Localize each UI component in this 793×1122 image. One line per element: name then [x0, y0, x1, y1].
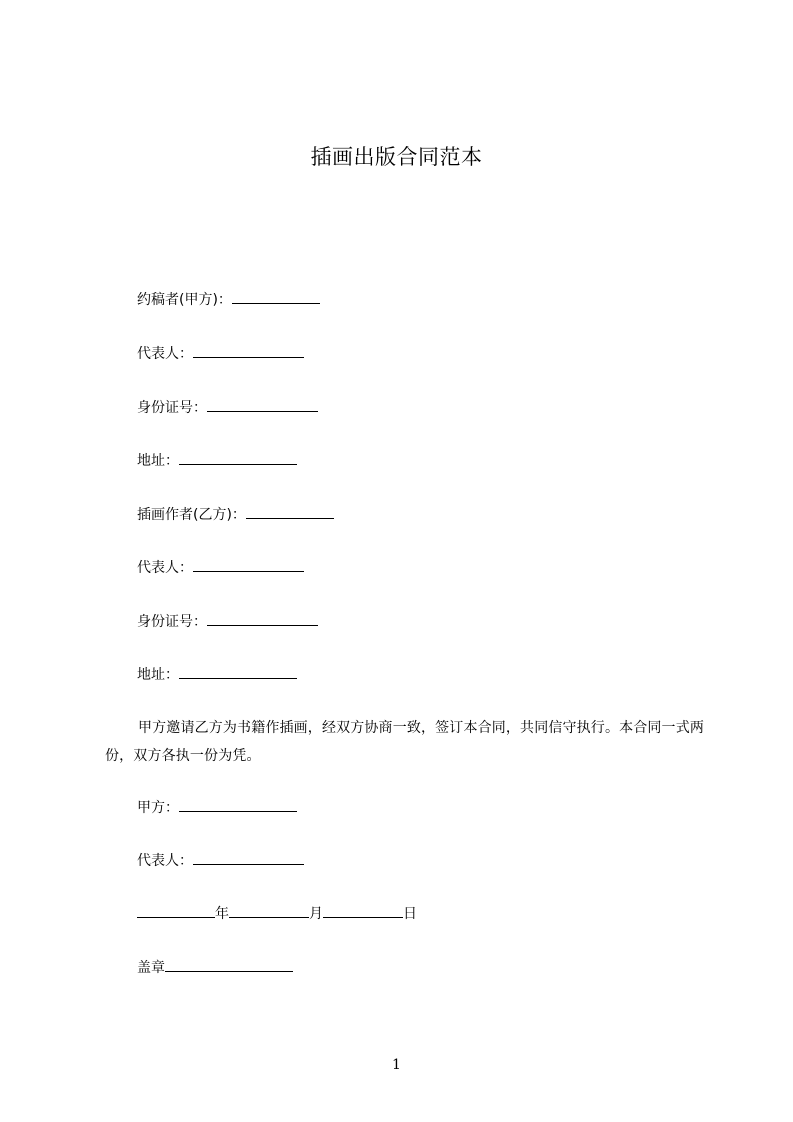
- party-a-representative-blank: [193, 344, 304, 358]
- sign-party-a-blank: [179, 798, 297, 812]
- party-a-address-field: [137, 451, 297, 471]
- party-a-address-label: 地址：: [137, 453, 179, 469]
- seal-blank: [165, 958, 293, 972]
- year-label: 年: [215, 906, 229, 922]
- document-title: 插画出版合同范本: [310, 145, 483, 169]
- party-b-representative-label: 代表人：: [137, 560, 193, 576]
- party-a-blank: [232, 290, 320, 304]
- party-a-representative-field: [137, 344, 304, 364]
- day-blank: [323, 904, 403, 918]
- sign-party-a-label: 甲方：: [137, 800, 179, 816]
- agreement-paragraph: 甲方邀请乙方为书籍作插画，经双方协商一致，签订本合同，共同信守执行。本合同一式两份，双方各执一份为凭。: [105, 720, 704, 764]
- party-a-field: [137, 290, 320, 310]
- month-label: 月: [309, 906, 323, 922]
- seal-field: [137, 958, 293, 978]
- party-a-id-label: 身份证号：: [137, 400, 207, 416]
- year-blank: [137, 904, 215, 918]
- party-a-id-field: [137, 398, 318, 418]
- party-b-address-field: [137, 665, 297, 685]
- party-b-representative-blank: [193, 558, 304, 572]
- sign-representative-field: [137, 851, 304, 871]
- seal-label: 盖章: [137, 960, 165, 976]
- party-a-address-blank: [179, 451, 297, 465]
- party-b-representative-field: [137, 558, 304, 578]
- sign-date-field: [137, 904, 417, 924]
- day-label: 日: [403, 906, 417, 922]
- party-b-id-blank: [207, 612, 318, 626]
- page-number: 1: [392, 1057, 401, 1073]
- month-blank: [229, 904, 309, 918]
- party-b-field: [137, 505, 334, 525]
- sign-party-a-field: [137, 798, 297, 818]
- sign-representative-label: 代表人：: [137, 853, 193, 869]
- party-a-id-blank: [207, 398, 318, 412]
- party-b-id-label: 身份证号：: [137, 614, 207, 630]
- party-b-address-label: 地址：: [137, 667, 179, 683]
- party-b-address-blank: [179, 665, 297, 679]
- party-b-blank: [246, 505, 334, 519]
- party-b-id-field: [137, 612, 318, 632]
- party-a-label: 约稿者(甲方)：: [137, 292, 232, 308]
- sign-representative-blank: [193, 851, 304, 865]
- party-a-representative-label: 代表人：: [137, 346, 193, 362]
- party-b-label: 插画作者(乙方)：: [137, 507, 246, 523]
